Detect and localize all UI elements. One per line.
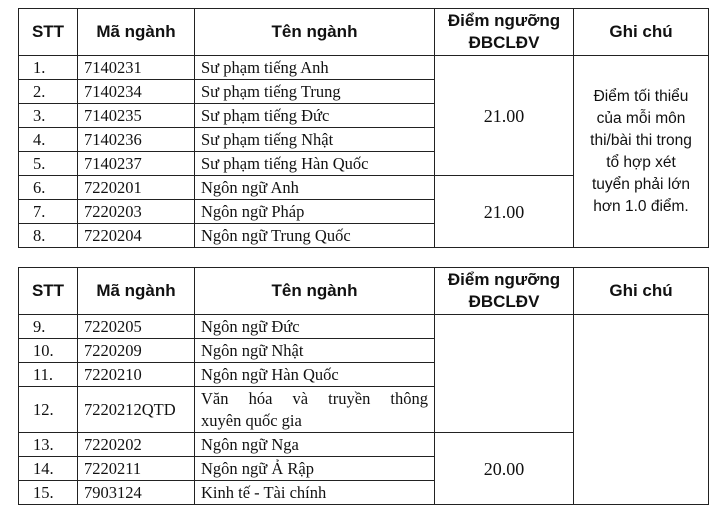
code-cell: 7220203 [78, 200, 195, 224]
header-note: Ghi chú [574, 9, 709, 56]
name-cell: Sư phạm tiếng Hàn Quốc [195, 152, 435, 176]
header-code: Mã ngành [78, 9, 195, 56]
header-note: Ghi chú [574, 268, 709, 315]
header-score-line1: Điểm ngưỡng [447, 270, 561, 289]
name-cell [195, 387, 435, 433]
name-cell: Ngôn ngữ Hàn Quốc [195, 363, 435, 387]
table-header-row [19, 268, 709, 315]
stt-cell: 10. [19, 339, 78, 363]
stt-cell: 9. [19, 315, 78, 339]
header-score-line2: ĐBCLĐV [468, 292, 540, 311]
stt-cell: 2. [19, 80, 78, 104]
header-stt: STT [19, 9, 78, 56]
name-cell: Ngôn ngữ Anh [195, 176, 435, 200]
code-cell: 7140234 [78, 80, 195, 104]
note-cell-empty [574, 315, 709, 505]
score-cell-empty [435, 315, 574, 433]
note-line: thi/bài thi trong [590, 131, 692, 149]
score-cell: 21.00 [435, 56, 574, 176]
stt-cell: 3. [19, 104, 78, 128]
header-score [435, 268, 574, 315]
threshold-table-1 [18, 8, 709, 248]
stt-cell: 5. [19, 152, 78, 176]
code-cell: 7220202 [78, 433, 195, 457]
name-cell: Ngôn ngữ Pháp [195, 200, 435, 224]
header-stt: STT [19, 268, 78, 315]
code-cell: 7903124 [78, 481, 195, 505]
code-cell: 7220211 [78, 457, 195, 481]
header-code: Mã ngành [78, 268, 195, 315]
stt-cell: 1. [19, 56, 78, 80]
code-cell: 7140237 [78, 152, 195, 176]
threshold-table-2 [18, 267, 709, 505]
name-cell: Ngôn ngữ Ả Rập [195, 457, 435, 481]
name-cell: Sư phạm tiếng Anh [195, 56, 435, 80]
note-line: tuyển phải lớn [591, 175, 691, 193]
code-cell: 7220210 [78, 363, 195, 387]
note-line: của mỗi môn [596, 109, 686, 127]
header-name: Tên ngành [195, 9, 435, 56]
header-score [435, 9, 574, 56]
table-header-row [19, 9, 709, 56]
stt-cell: 4. [19, 128, 78, 152]
note-line: tổ hợp xét [606, 153, 676, 171]
table-row [19, 56, 709, 80]
stt-cell: 13. [19, 433, 78, 457]
stt-cell: 6. [19, 176, 78, 200]
code-cell: 7140236 [78, 128, 195, 152]
score-cell: 21.00 [435, 176, 574, 248]
name-cell: Ngôn ngữ Nhật [195, 339, 435, 363]
note-cell [574, 56, 709, 248]
name-cell: Kinh tế - Tài chính [195, 481, 435, 505]
name-line: Văn hóa và truyền thông [201, 388, 428, 408]
code-cell: 7220204 [78, 224, 195, 248]
name-cell: Ngôn ngữ Nga [195, 433, 435, 457]
name-cell: Sư phạm tiếng Nhật [195, 128, 435, 152]
name-cell: Ngôn ngữ Trung Quốc [195, 224, 435, 248]
name-line: xuyên quốc gia [201, 410, 302, 430]
score-cell: 20.00 [435, 433, 574, 505]
stt-cell: 14. [19, 457, 78, 481]
code-cell: 7220201 [78, 176, 195, 200]
code-cell: 7220212QTD [78, 387, 195, 433]
code-cell: 7140231 [78, 56, 195, 80]
stt-cell: 12. [19, 387, 78, 433]
header-name: Tên ngành [195, 268, 435, 315]
name-cell: Ngôn ngữ Đức [195, 315, 435, 339]
header-score-line1: Điểm ngưỡng [447, 11, 561, 30]
table-row [19, 315, 709, 339]
name-cell: Sư phạm tiếng Đức [195, 104, 435, 128]
note-line: Điểm tối thiểu [593, 87, 689, 105]
stt-cell: 8. [19, 224, 78, 248]
stt-cell: 7. [19, 200, 78, 224]
code-cell: 7220209 [78, 339, 195, 363]
header-score-line2: ĐBCLĐV [468, 33, 540, 52]
code-cell: 7140235 [78, 104, 195, 128]
code-cell: 7220205 [78, 315, 195, 339]
note-line: hơn 1.0 điểm. [593, 197, 689, 215]
stt-cell: 15. [19, 481, 78, 505]
stt-cell: 11. [19, 363, 78, 387]
name-cell: Sư phạm tiếng Trung [195, 80, 435, 104]
